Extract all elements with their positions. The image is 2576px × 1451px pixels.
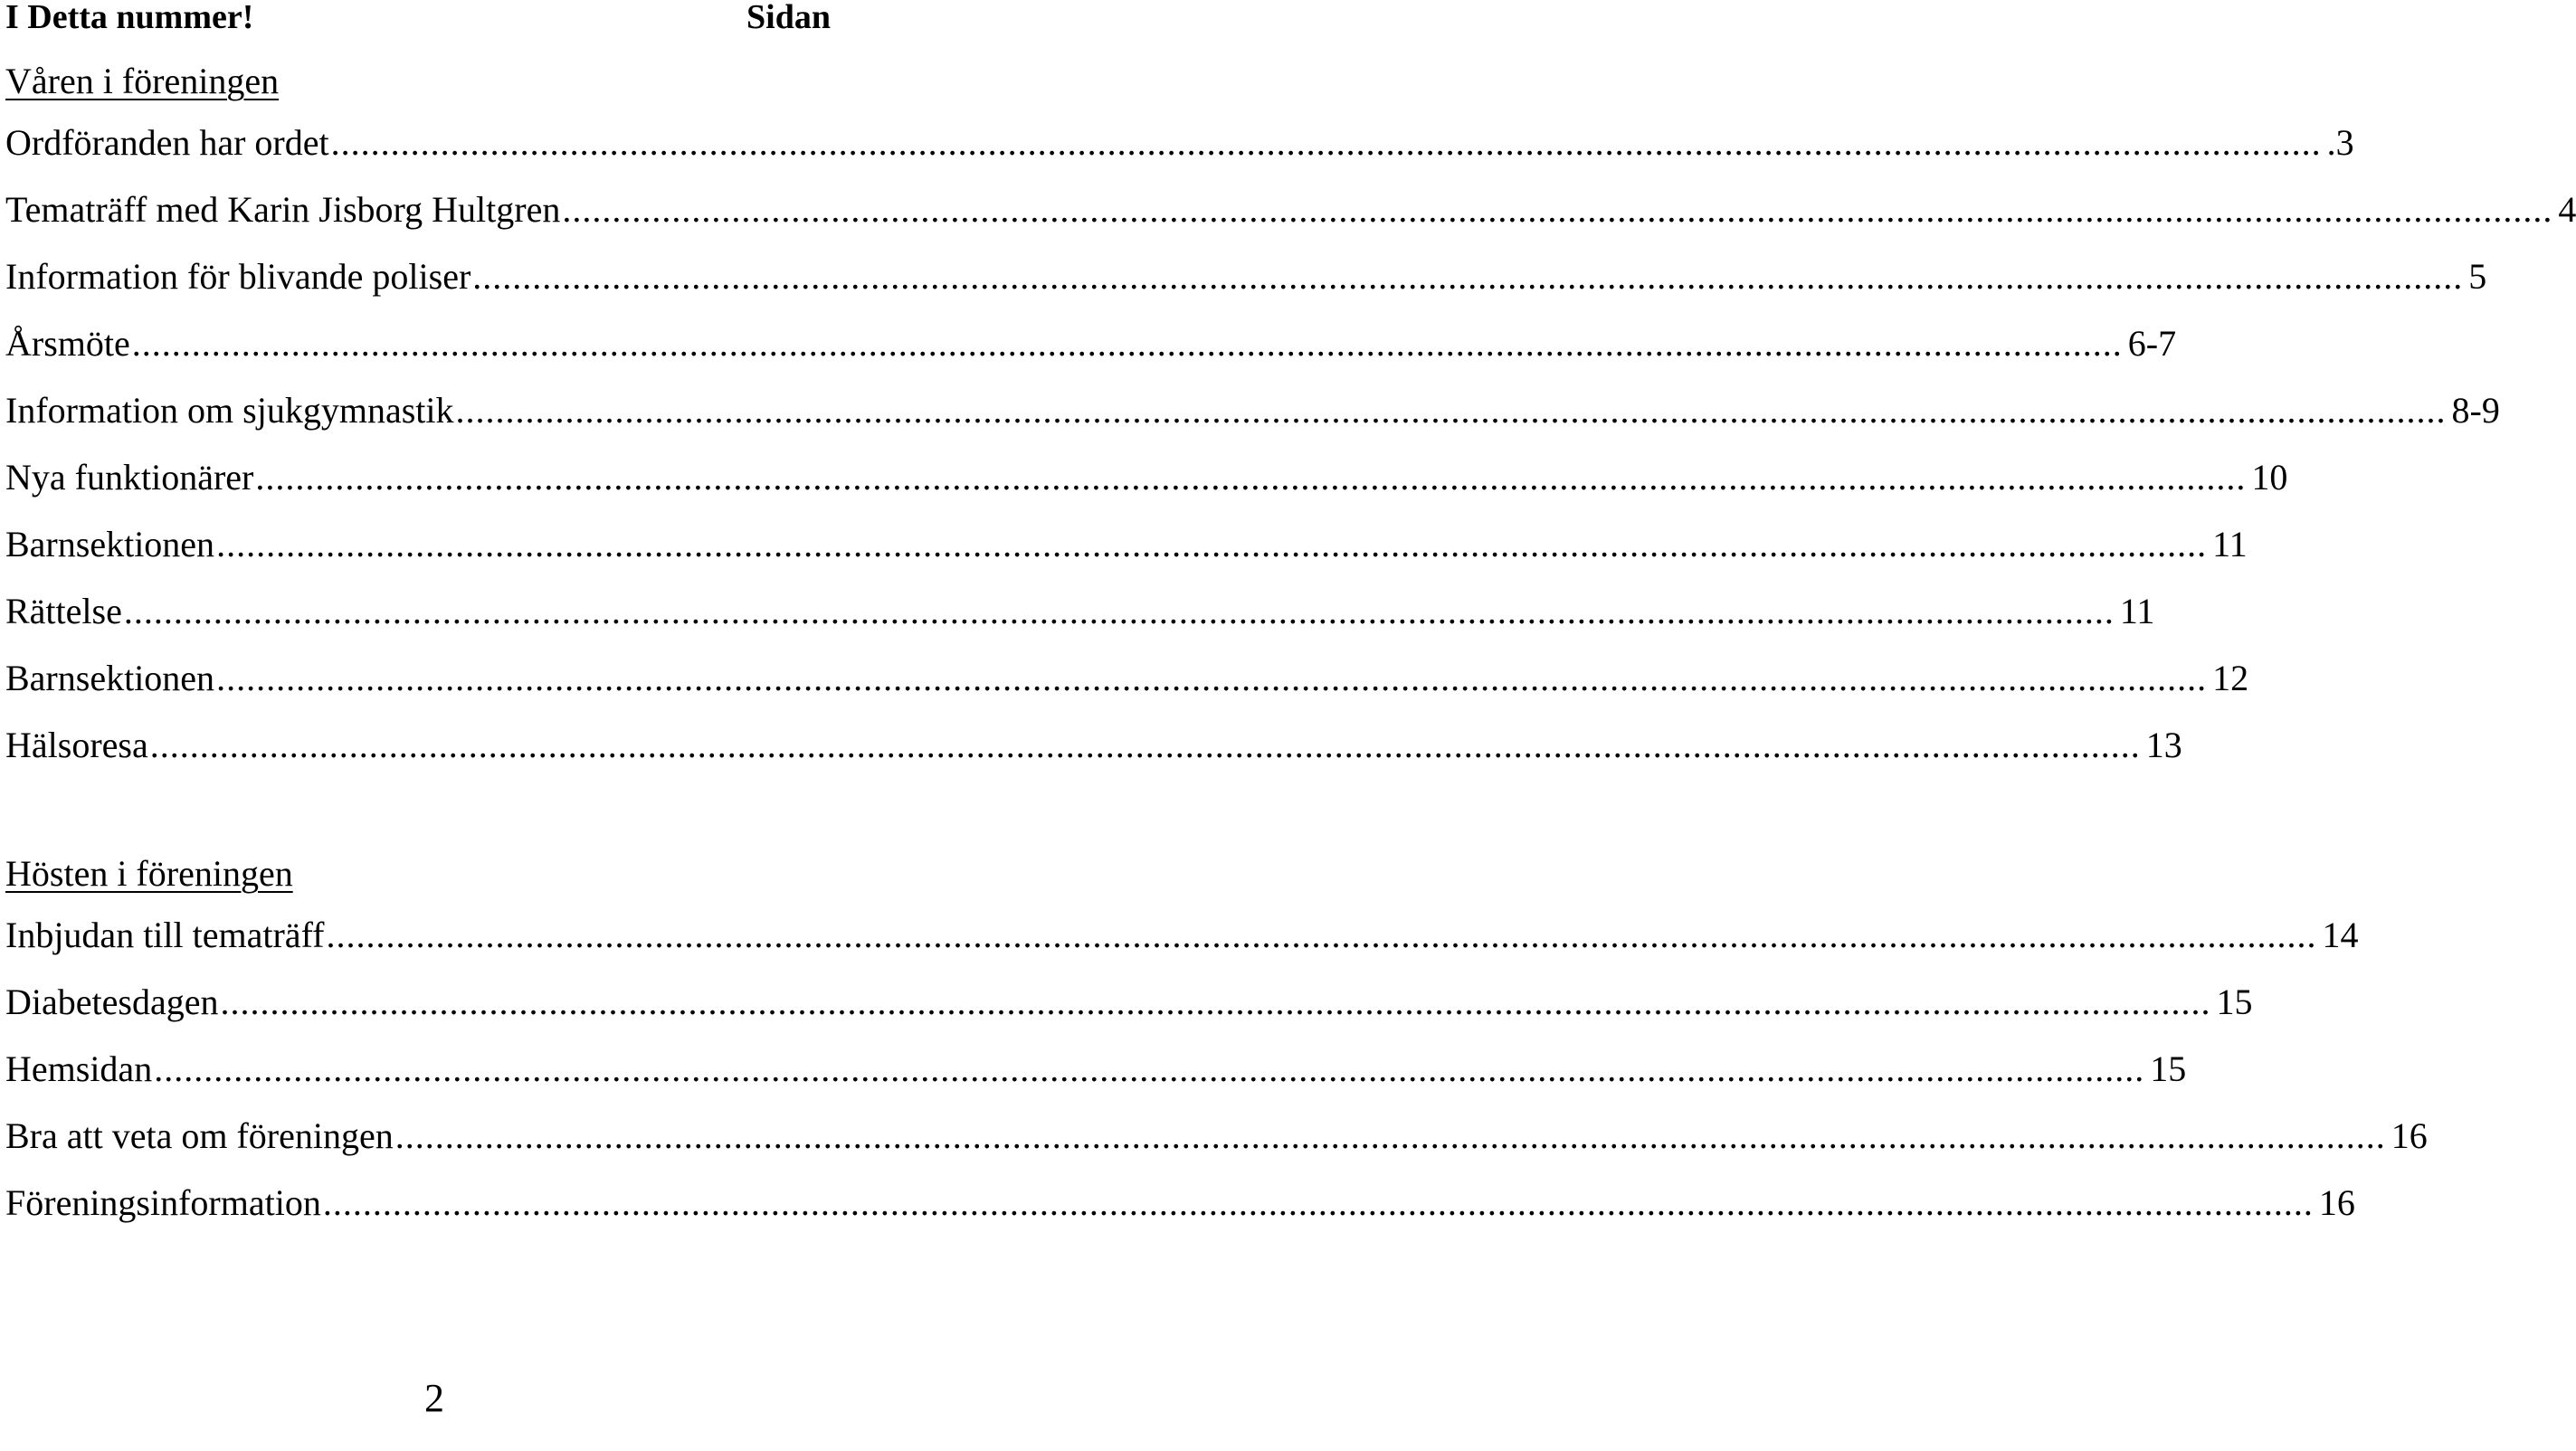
dot-leader: ........................................................................................................................................................................................................ — [216, 658, 2208, 698]
toc-entry-title: Rättelse — [5, 591, 122, 631]
dot-leader: ........................................................................................................................................................................................................ — [154, 1048, 2145, 1089]
toc-entry — [5, 591, 2155, 659]
toc-header — [5, 0, 831, 40]
toc-entry-page: 16 — [2318, 1182, 2355, 1223]
toc-entry-title: Hemsidan — [5, 1048, 153, 1089]
toc-list-spring — [5, 122, 2576, 792]
toc-entry — [5, 256, 2487, 324]
toc-entry-page: 15 — [2216, 982, 2253, 1022]
toc-entry-page: 5 — [2468, 256, 2487, 297]
toc-entry-page: 15 — [2150, 1048, 2187, 1089]
toc-entry-title: Bra att veta om föreningen — [5, 1115, 394, 1156]
toc-entry-title: Årsmöte — [5, 323, 130, 364]
page-column-label: Sidan — [746, 0, 831, 36]
dot-leader: ........................................................................................................................................................................................................ — [131, 323, 2123, 364]
toc-entry-page: 6-7 — [2127, 323, 2177, 364]
toc-entry-page: 4 — [2558, 189, 2576, 230]
toc-entry — [5, 1048, 2187, 1116]
toc-entry-page: 14 — [2322, 915, 2359, 955]
section-heading-spring: Våren i föreningen — [5, 61, 280, 101]
dot-leader: ........................................................................................................................................................................................................ — [255, 457, 2247, 498]
dot-leader: ........................................................................................................................................................................................................ — [330, 122, 2322, 163]
toc-entry — [5, 725, 2182, 792]
toc-entry — [5, 122, 2354, 190]
toc-entry-title: Tematräff med Karin Jisborg Hultgren — [5, 189, 561, 230]
toc-entry-page: 8-9 — [2451, 390, 2500, 431]
toc-entry — [5, 390, 2500, 458]
toc-entry-page: 16 — [2391, 1115, 2428, 1156]
toc-entry-page: 13 — [2145, 725, 2182, 765]
toc-title: I Detta nummer! — [5, 0, 254, 36]
dot-leader: ........................................................................................................................................................................................................ — [322, 1182, 2314, 1223]
toc-entry — [5, 1182, 2355, 1250]
toc-entry-page: 10 — [2251, 457, 2288, 498]
toc-entry-title: Information för blivande poliser — [5, 256, 471, 297]
toc-entry-title: Föreningsinformation — [5, 1182, 321, 1223]
toc-entry-title: Inbjudan till tematräff — [5, 915, 325, 955]
toc-entry-title: Barnsektionen — [5, 524, 215, 564]
dot-leader: ........................................................................................................................................................................................................ — [123, 591, 2115, 631]
toc-entry — [5, 189, 2576, 257]
toc-entry-page: 12 — [2212, 658, 2249, 698]
dot-leader: ........................................................................................................................................................................................................ — [216, 524, 2208, 564]
dot-leader: ........................................................................................................................................................................................................ — [472, 256, 2464, 297]
page-number: 2 — [424, 1376, 444, 1420]
toc-entry — [5, 323, 2177, 391]
toc-entry-title: Ordföranden har ordet — [5, 122, 329, 163]
toc-entry — [5, 1115, 2428, 1183]
toc-entry-page: 11 — [2212, 524, 2248, 564]
toc-entry-page: 11 — [2119, 591, 2155, 631]
toc-entry-title: Hälsoresa — [5, 725, 148, 765]
toc-entry — [5, 915, 2359, 982]
toc-entry-title: Information om sjukgymnastik — [5, 390, 454, 431]
dot-leader: ........................................................................................................................................................................................................ — [326, 915, 2317, 955]
dot-leader: ........................................................................................................................................................................................................ — [394, 1115, 2386, 1156]
toc-entry-title: Diabetesdagen — [5, 982, 219, 1022]
toc-entry — [5, 982, 2253, 1049]
dot-leader: ........................................................................................................................................................................................................ — [220, 982, 2211, 1022]
toc-entry — [5, 457, 2288, 525]
toc-entry-title: Barnsektionen — [5, 658, 215, 698]
toc-entry-page: .3 — [2326, 122, 2354, 163]
toc-list-autumn — [5, 915, 2428, 1250]
toc-entry — [5, 524, 2248, 592]
section-heading-autumn: Hösten i föreningen — [5, 853, 293, 894]
dot-leader: ........................................................................................................................................................................................................ — [562, 189, 2553, 230]
toc-entry — [5, 658, 2249, 726]
dot-leader: ........................................................................................................................................................................................................ — [455, 390, 2447, 431]
toc-entry-title: Nya funktionärer — [5, 457, 254, 498]
dot-leader: ........................................................................................................................................................................................................ — [149, 725, 2141, 765]
